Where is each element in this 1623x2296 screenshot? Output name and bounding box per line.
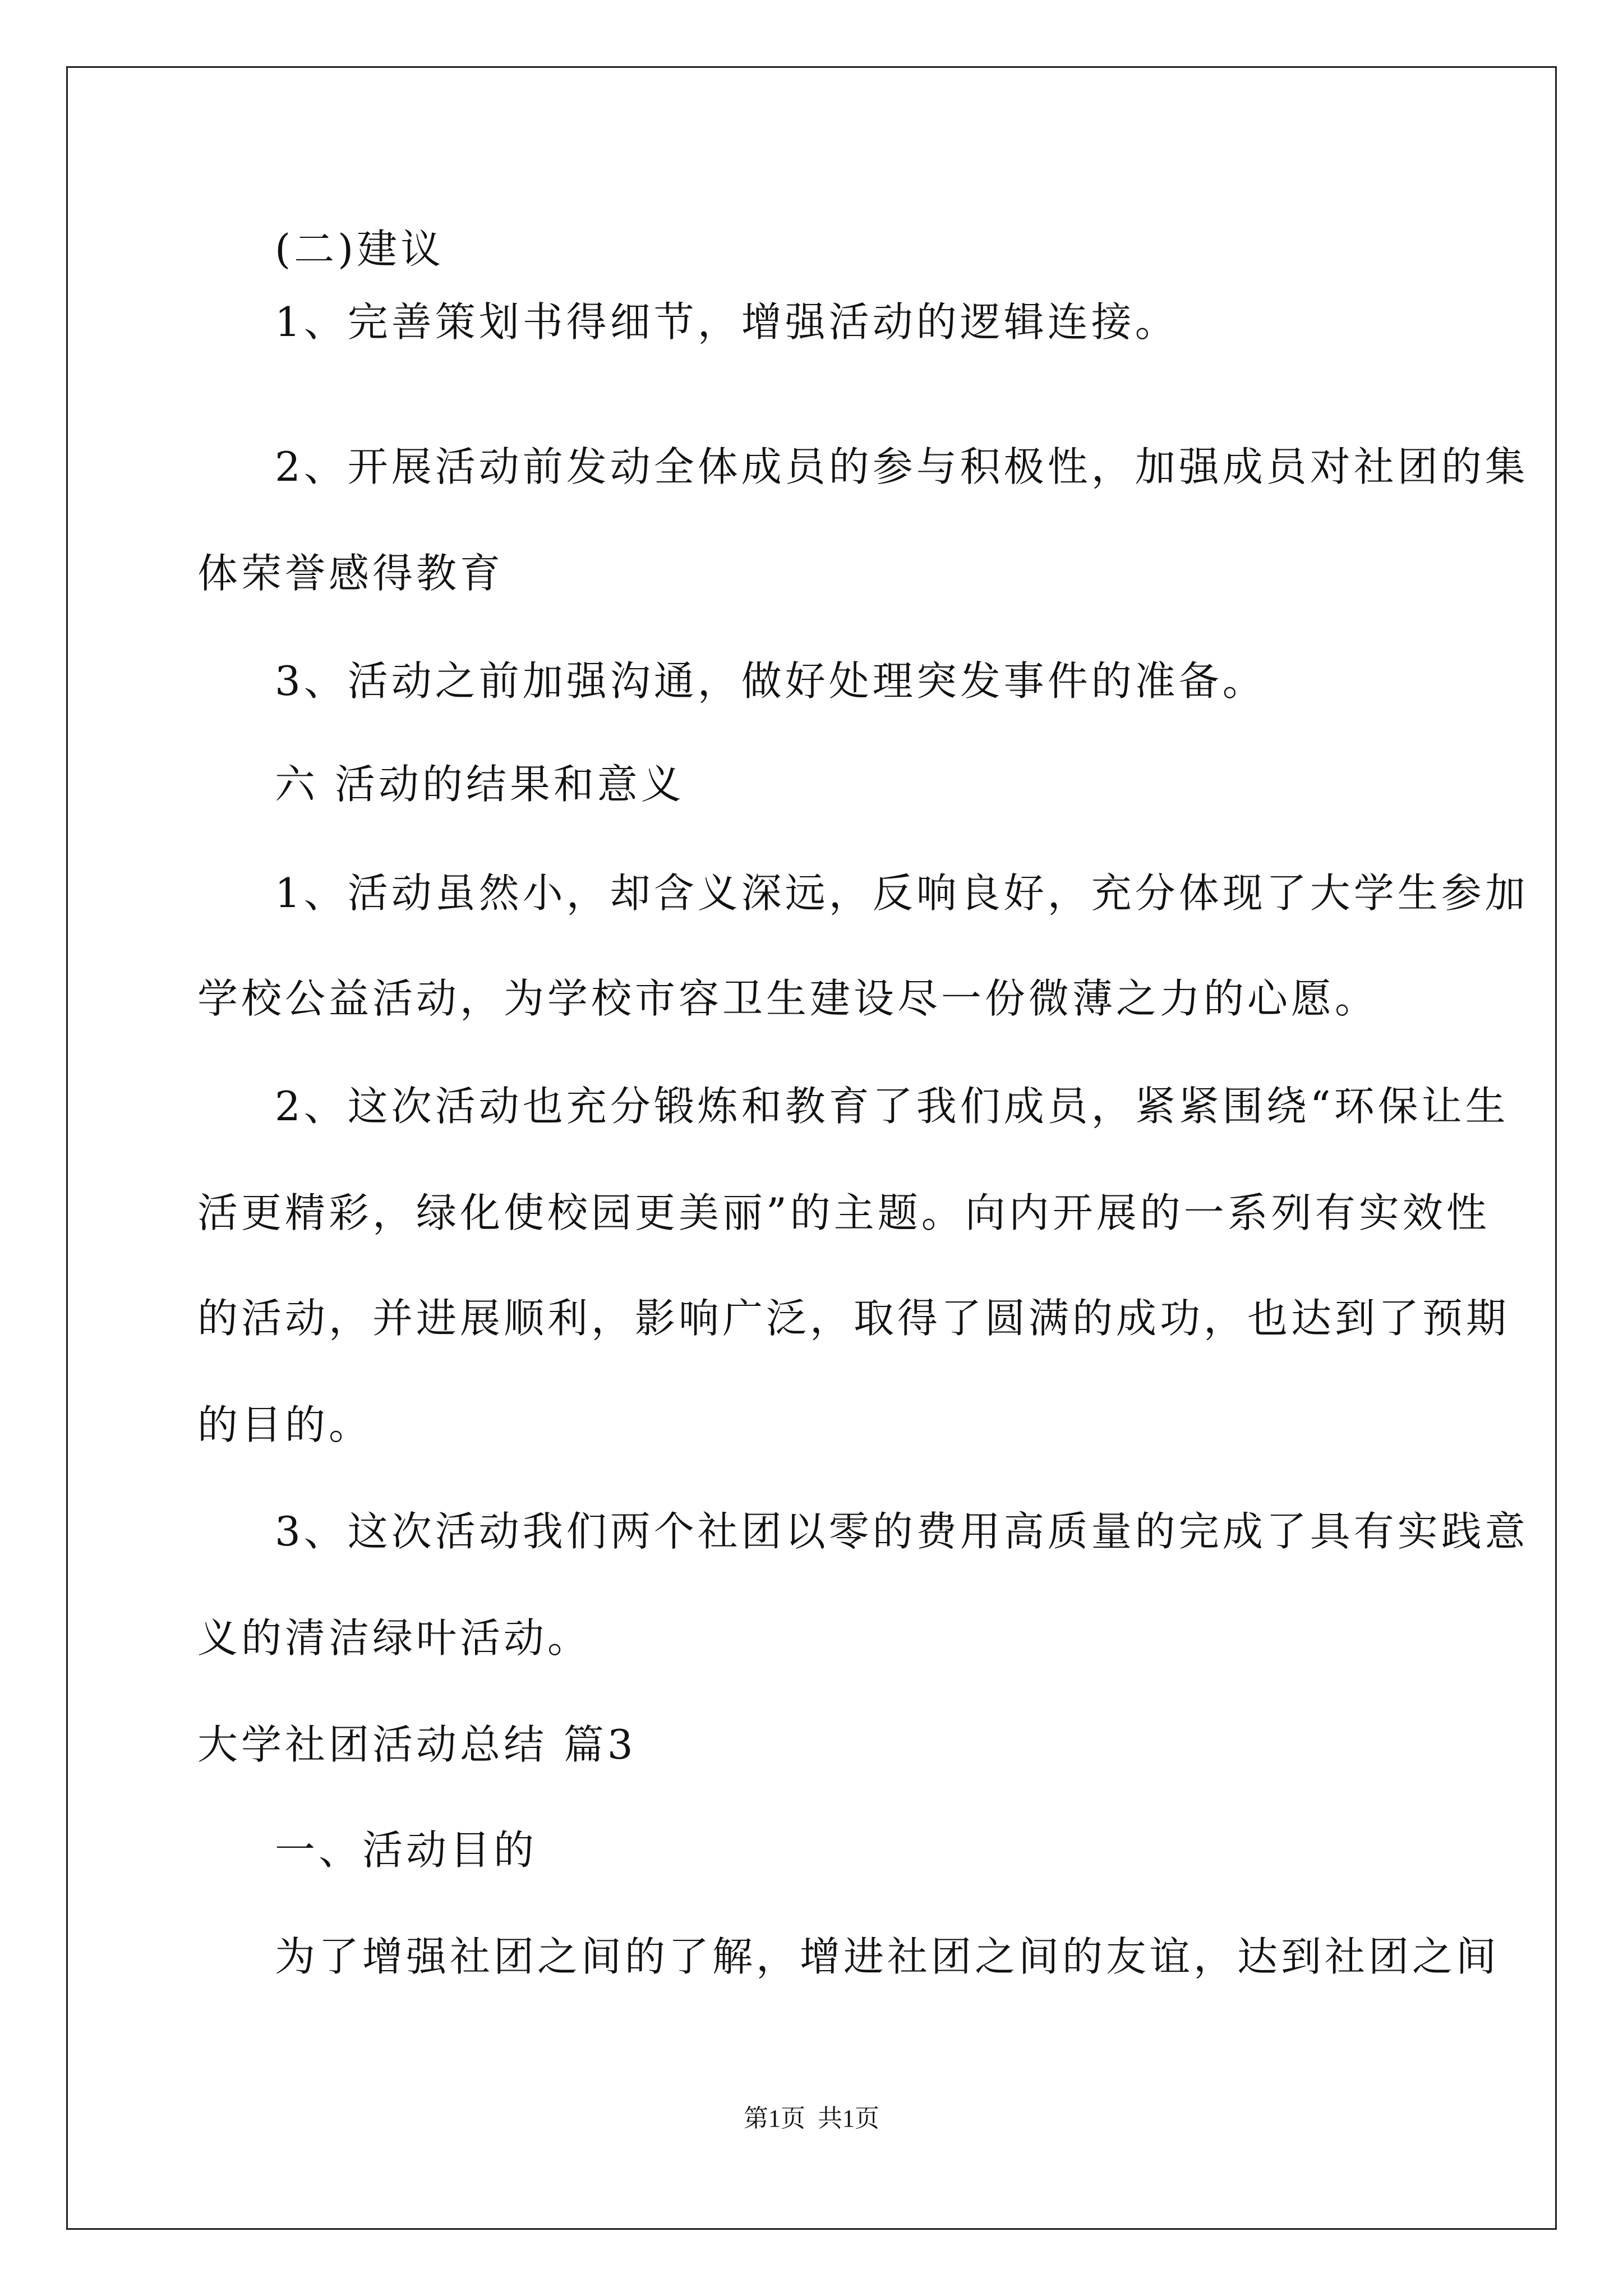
section-heading-purpose: 一、活动目的 xyxy=(275,1826,538,1874)
paragraph-line: 义的清洁绿叶活动。 xyxy=(197,1614,592,1662)
section-heading-results: 六 活动的结果和意义 xyxy=(275,761,685,808)
paragraph-line: 1、完善策划书得细节，增强活动的逻辑连接。 xyxy=(275,298,1179,346)
paragraph-line: 1、活动虽然小，却含义深远，反响良好，充分体现了大学生参加 xyxy=(275,869,1529,917)
paragraph-line: 体荣誉感得教育 xyxy=(197,550,504,597)
paragraph-line: 的目的。 xyxy=(197,1401,373,1448)
paragraph-line: 2、开展活动前发动全体成员的参与积极性，加强成员对社团的集 xyxy=(275,443,1529,490)
paragraph-line: 的活动，并进展顺利，影响广泛，取得了圆满的成功，也达到了预期 xyxy=(197,1295,1510,1342)
paragraph-line: 学校公益活动，为学校市容卫生建设尽一份微薄之力的心愿。 xyxy=(197,975,1379,1022)
paragraph-line: 3、活动之前加强沟通，做好处理突发事件的准备。 xyxy=(275,657,1266,705)
page-footer: 第1页 共1页 xyxy=(744,2105,879,2132)
article-title: 大学社团活动总结 篇3 xyxy=(197,1721,637,1768)
section-heading-suggestions: (二)建议 xyxy=(275,226,445,273)
page-border xyxy=(66,66,1557,2230)
paragraph-line: 为了增强社团之间的了解，增进社团之间的友谊，达到社团之间 xyxy=(275,1933,1500,1980)
paragraph-line: 3、这次活动我们两个社团以零的费用高质量的完成了具有实践意 xyxy=(275,1508,1529,1555)
paragraph-line: 2、这次活动也充分锻炼和教育了我们成员，紧紧围绕“环保让生 xyxy=(275,1083,1509,1130)
paragraph-line: 活更精彩，绿化使校园更美丽”的主题。向内开展的一系列有实效性 xyxy=(197,1189,1490,1236)
